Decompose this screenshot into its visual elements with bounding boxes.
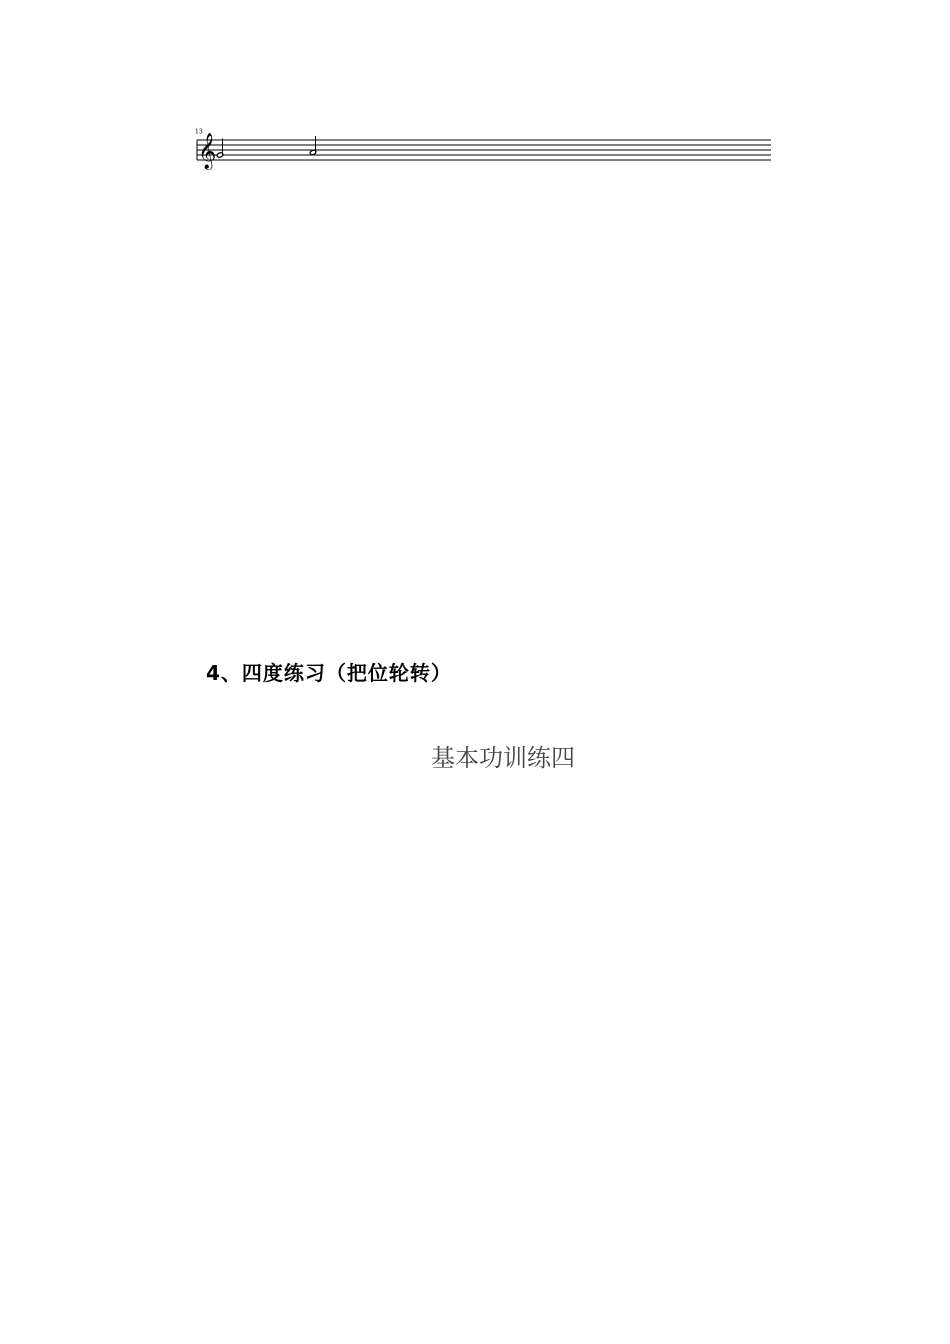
treble-clef: 𝄞 — [198, 132, 217, 169]
section-heading: 4、四度练习（把位轮转） — [206, 661, 452, 685]
measure-number: 13 — [195, 128, 203, 136]
exercise-title: 基本功训练四 — [431, 744, 575, 772]
block1-system — [195, 129, 771, 170]
